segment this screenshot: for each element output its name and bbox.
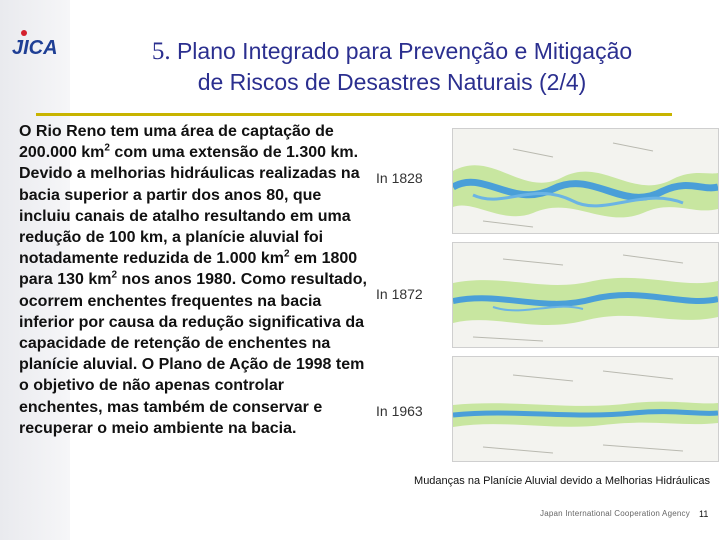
year-label-1828: In 1828: [376, 170, 423, 186]
agency-footer: Japan International Cooperation Agency: [540, 509, 690, 518]
year-label-1872: In 1872: [376, 286, 423, 302]
slide-title: [72, 36, 712, 97]
title-divider: [36, 113, 672, 116]
river-map-1872: [452, 242, 719, 348]
svg-text:JICA: JICA: [12, 37, 58, 59]
jica-logo: [10, 24, 68, 64]
river-map-1963: [452, 356, 719, 462]
superscript: 2: [111, 270, 118, 282]
body-text-part: nos anos 1980. Como resultado, ocorrem enchentes frequentes na bacia inferior por causa da redução significativa da capacidade de retenção de enchentes na planície aluvial. O Plano de Ação de 1998 tem o objetivo de não apenas controlar enchentes, mas também de conservar e recuperar o meio ambiente na bacia.: [19, 271, 367, 437]
body-paragraph: [19, 121, 369, 439]
body-text-part: em 1800 para 130 km: [19, 250, 358, 289]
superscript: 2: [283, 248, 290, 260]
body-text-part: com uma extensão de 1.300 km. Devido a melhorias hidráulicas realizadas na bacia superior a partir dos anos 80, que incluiu canais de atalho resultando em uma redução de 100 km, a planície aluvial foi notadamente reduzida de 1.000 km: [19, 144, 360, 268]
figure-caption: Mudanças na Planície Aluvial devido a Melhorias Hidráulicas: [414, 475, 710, 487]
body-text-part: O Rio Reno tem uma área de captação de 200.000 km: [19, 123, 334, 162]
title-number: 5.: [151, 38, 171, 65]
river-map-1828: [452, 128, 719, 234]
page-number: 11: [699, 509, 709, 519]
year-label-1963: In 1963: [376, 403, 423, 419]
title-line-1: Plano Integrado para Prevenção e Mitigação: [176, 38, 633, 64]
superscript: 2: [104, 142, 110, 154]
title-line-2: de Riscos de Desastres Naturais (2/4): [197, 69, 587, 95]
